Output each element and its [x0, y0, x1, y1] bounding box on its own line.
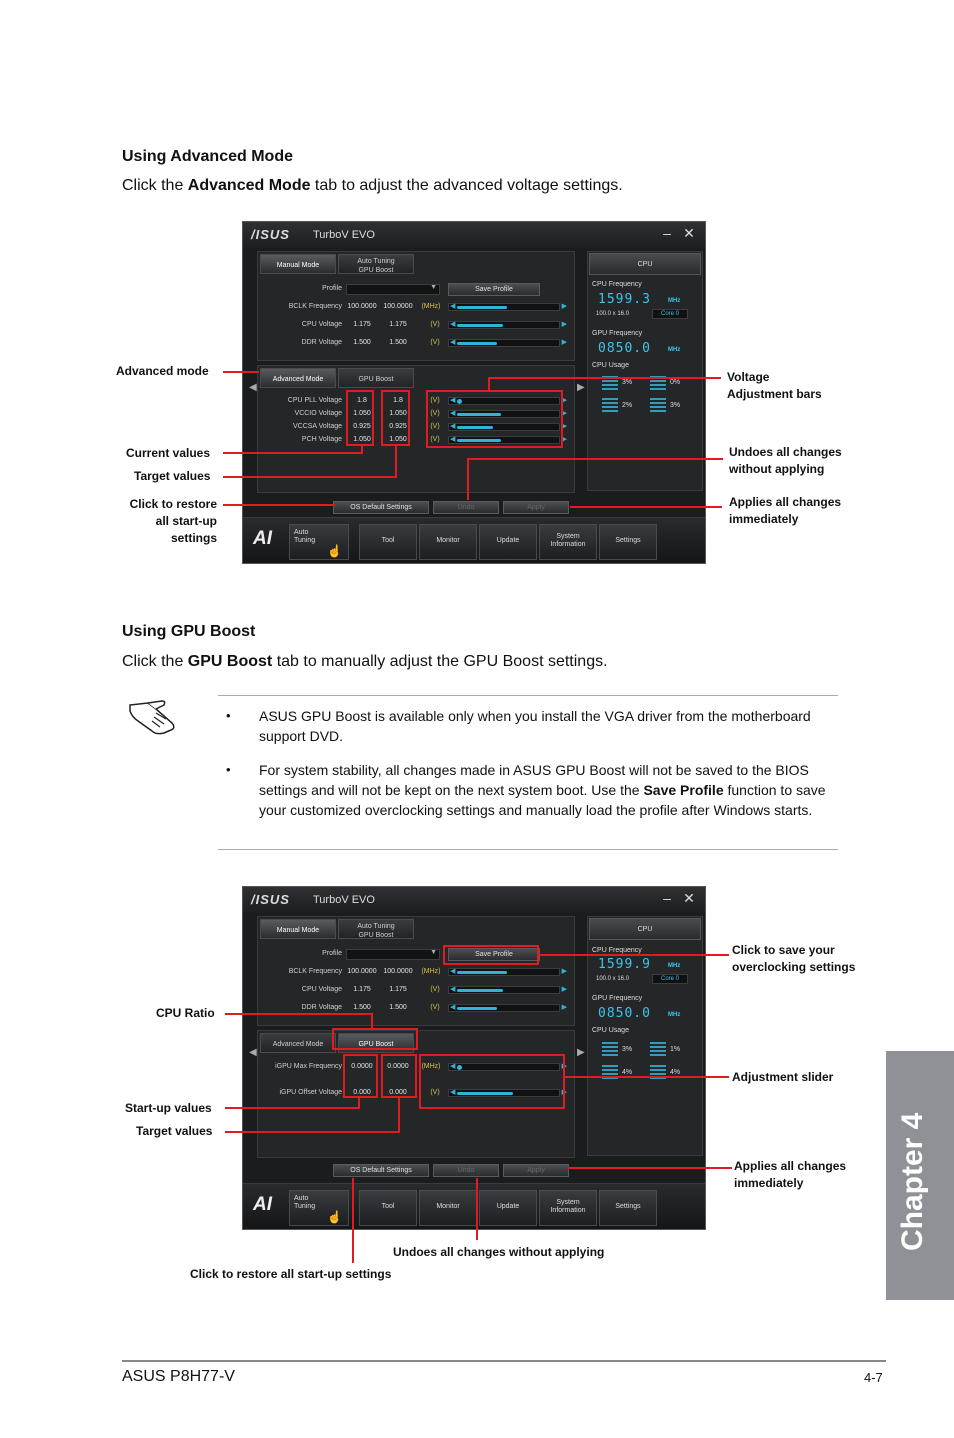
cpu-voltage-target: 1.175	[389, 986, 407, 993]
nav-tool-button[interactable]: Tool	[359, 1190, 417, 1226]
section-heading-gpu-boost: Using GPU Boost	[122, 623, 256, 640]
bclk-target: 100.0000	[383, 968, 413, 975]
nav-settings-button[interactable]: Settings	[599, 1190, 657, 1226]
usage-value: 0%	[670, 379, 681, 386]
gpu-row-target: 0.0000	[387, 1063, 409, 1070]
adv-row-slider[interactable]: ◀ ▶	[450, 397, 567, 404]
callout-line	[476, 1178, 478, 1240]
scroll-left-icon[interactable]: ◀	[249, 382, 257, 393]
bottom-navbar	[243, 1183, 705, 1229]
close-icon[interactable]: ✕	[683, 225, 695, 241]
gpu-row-slider[interactable]: ◀ ▶	[450, 1089, 567, 1096]
section-intro-advanced-mode	[122, 177, 623, 195]
ai-suite-logo: AI	[253, 528, 272, 549]
target-values-box	[381, 390, 410, 446]
bullet: •	[226, 762, 231, 777]
cpu-voltage-unit: (V)	[430, 321, 440, 328]
profile-label: Profile	[322, 285, 342, 292]
cpu-frequency-label: CPU Frequency	[592, 947, 642, 954]
cpu-voltage-slider[interactable]: ◀ ▶	[450, 986, 567, 993]
callout-save-profile: Click to save your overclocking settings	[732, 943, 856, 974]
callout-line	[467, 458, 723, 460]
cpu-voltage-unit: (V)	[430, 986, 440, 993]
gpu-frequency-label: GPU Frequency	[592, 995, 643, 1002]
note-item-1: ASUS GPU Boost is available only when you install the VGA driver from the motherboard support DVD.	[259, 708, 811, 744]
cpu-usage-label: CPU Usage	[592, 362, 629, 369]
callout-line	[570, 506, 722, 508]
bottom-navbar	[243, 517, 705, 563]
adjust-slider-box	[419, 1054, 565, 1109]
manual-mode-panel	[257, 251, 575, 361]
current-values-box	[346, 390, 374, 446]
gpu-row-current: 0.000	[353, 1089, 371, 1096]
cpu-voltage-target: 1.175	[389, 321, 407, 328]
ddr-voltage-current: 1.500	[353, 339, 371, 346]
callout-line	[225, 1013, 373, 1015]
save-profile-highlight	[443, 945, 539, 965]
gpu-boost-tab-highlight	[332, 1028, 418, 1050]
chapter-tab	[886, 1051, 954, 1300]
callout-restore: Click to restore all start-up settings	[129, 497, 217, 545]
cpu-frequency-label: CPU Frequency	[592, 281, 642, 288]
usage-value: 2%	[622, 402, 633, 409]
cpu-frequency-unit: MHz	[668, 298, 681, 304]
intro-bold: GPU Boost	[187, 653, 273, 670]
cpu-usage-label: CPU Usage	[592, 1027, 629, 1034]
save-profile-button[interactable]: Save Profile	[448, 283, 540, 296]
scroll-right-icon[interactable]: ▶	[577, 1047, 585, 1058]
callout-startup-values: Start-up values	[125, 1101, 212, 1115]
bclk-unit: (MHz)	[421, 968, 441, 975]
save-profile-button[interactable]: Save Profile	[448, 948, 540, 961]
gpu-row-label: iGPU Max Frequency	[275, 1063, 342, 1070]
tab-manual-mode[interactable]: Manual Mode	[260, 254, 336, 274]
adv-row-current: 1.050	[353, 410, 371, 417]
bclk-slider[interactable]: ◀ ▶	[450, 303, 567, 310]
nav-update-button[interactable]: Update	[479, 524, 537, 560]
bclk-label: BCLK Frequency	[288, 303, 342, 310]
intro-text: Click the	[122, 653, 188, 670]
callout-line	[352, 1178, 354, 1263]
gpu-frequency-label: GPU Frequency	[592, 330, 643, 337]
cpu-frequency-value: 1599.3	[598, 292, 651, 307]
undo-button[interactable]: Undo	[433, 1164, 499, 1177]
cpu-frequency-unit: MHz	[668, 963, 681, 969]
adv-row-slider[interactable]: ◀ ▶	[450, 410, 567, 417]
callout-advanced-mode: Advanced mode	[116, 364, 209, 378]
gpu-row-label: iGPU Offset Voltage	[279, 1089, 342, 1096]
adv-row-slider[interactable]: ◀ ▶	[450, 436, 567, 443]
ddr-voltage-slider[interactable]: ◀ ▶	[450, 1004, 567, 1011]
intro-text: tab to adjust the advanced voltage settings.	[310, 177, 623, 194]
tab-auto-tuning-gpu-boost[interactable]: Auto Tuning GPU Boost	[338, 254, 414, 274]
cpu-voltage-current: 1.175	[353, 986, 371, 993]
title-bar	[243, 222, 705, 248]
adv-row-current: 1.8	[357, 397, 367, 404]
adv-row-target: 0.925	[389, 423, 407, 430]
app-title: TurboV EVO	[313, 229, 375, 241]
section-intro-gpu-boost	[122, 653, 608, 671]
footer-rule	[122, 1360, 886, 1362]
callout-cpu-ratio: CPU Ratio	[156, 1006, 215, 1020]
usage-value: 4%	[622, 1069, 633, 1076]
adv-row-target: 1.050	[389, 410, 407, 417]
voltage-bars-box	[426, 390, 567, 448]
callout-restore-all: Click to restore all start-up settings	[190, 1267, 392, 1281]
nav-update-button[interactable]: Update	[479, 1190, 537, 1226]
nav-settings-button[interactable]: Settings	[599, 524, 657, 560]
tab-advanced-mode[interactable]: Advanced Mode	[260, 368, 336, 388]
usage-bars-icon	[602, 1042, 618, 1058]
gpu-row-unit: (V)	[430, 1089, 440, 1096]
title-bar	[243, 887, 705, 913]
profile-label: Profile	[322, 950, 342, 957]
ddr-voltage-slider[interactable]: ◀ ▶	[450, 339, 567, 346]
ddr-voltage-current: 1.500	[353, 1004, 371, 1011]
callout-line	[539, 954, 729, 956]
callout-undo: Undoes all changes without applying	[729, 445, 842, 476]
usage-value: 1%	[670, 1046, 681, 1053]
gpu-frequency-value: 0850.0	[598, 341, 651, 356]
ddr-voltage-target: 1.500	[389, 339, 407, 346]
auto-tuning-button[interactable]: Auto Tuning ☝	[289, 1190, 349, 1226]
gpu-frequency-unit: MHz	[668, 347, 681, 353]
minimize-icon[interactable]: –	[663, 890, 671, 906]
ddr-voltage-unit: (V)	[430, 339, 440, 346]
adv-row-unit: (V)	[430, 410, 440, 417]
scroll-left-icon[interactable]: ◀	[249, 1047, 257, 1058]
hand-pointer-icon: ☝	[327, 544, 342, 558]
usage-bars-icon	[650, 1065, 666, 1081]
callout-adjustment-slider: Adjustment slider	[732, 1070, 834, 1084]
adv-row-target: 1.8	[393, 397, 403, 404]
callout-line	[395, 446, 397, 478]
monitor-panel	[587, 251, 703, 491]
tab-gpu-boost[interactable]: GPU Boost	[338, 368, 414, 388]
monitor-panel	[587, 916, 703, 1156]
asus-logo: /ISUS	[251, 227, 290, 242]
adv-row-slider[interactable]: ◀ ▶	[450, 423, 567, 430]
callout-line	[361, 446, 363, 454]
ddr-voltage-label: DDR Voltage	[301, 339, 342, 346]
apply-button[interactable]: Apply	[503, 501, 569, 514]
callout-target-values: Target values	[134, 469, 211, 483]
gpu-row-target: 0.000	[389, 1089, 407, 1096]
hand-pointer-icon: ☝	[327, 1210, 342, 1224]
gpu-frequency-unit: MHz	[668, 1012, 681, 1018]
callout-current-values: Current values	[126, 446, 211, 460]
bclk-current: 100.0000	[347, 303, 377, 310]
footer-page-number: 4-7	[864, 1370, 883, 1385]
callout-line	[398, 1098, 400, 1133]
usage-bars-icon	[650, 1042, 666, 1058]
intro-text: Click the	[122, 177, 188, 194]
cpu-voltage-label: CPU Voltage	[301, 321, 342, 328]
undo-button[interactable]: Undo	[433, 501, 499, 514]
nav-monitor-button[interactable]: Monitor	[419, 1190, 477, 1226]
tab-manual-mode[interactable]: Manual Mode	[260, 919, 336, 939]
usage-value: 4%	[670, 1069, 681, 1076]
callout-voltage-bars: Voltage Adjustment bars	[727, 370, 822, 401]
close-icon[interactable]: ✕	[683, 890, 695, 906]
bullet: •	[226, 708, 231, 723]
os-default-settings-button[interactable]: OS Default Settings	[333, 1164, 429, 1177]
profile-select[interactable]	[346, 284, 440, 295]
adv-row-current: 1.050	[353, 436, 371, 443]
footer-model: ASUS P8H77-V	[122, 1368, 235, 1385]
usage-value: 3%	[622, 379, 633, 386]
cpu-frequency-value: 1599.9	[598, 957, 651, 972]
gpu-frequency-value: 0850.0	[598, 1006, 651, 1021]
note-bottom-rule	[218, 849, 838, 850]
nav-system-information-button[interactable]: System Information	[539, 524, 597, 560]
startup-values-box	[343, 1054, 378, 1098]
nav-system-information-button[interactable]: System Information	[539, 1190, 597, 1226]
gpu-row-slider[interactable]: ◀ ▶	[450, 1063, 567, 1070]
usage-value: 3%	[622, 1046, 633, 1053]
adv-row-label: CPU PLL Voltage	[287, 397, 342, 404]
callout-line	[358, 1098, 360, 1109]
note-top-rule	[218, 695, 838, 696]
usage-bars-icon	[602, 398, 618, 414]
chevron-down-icon: ▼	[430, 949, 437, 956]
adv-row-unit: (V)	[430, 436, 440, 443]
callout-line	[223, 371, 259, 373]
tab-advanced-mode[interactable]: Advanced Mode	[260, 1033, 336, 1053]
profile-select[interactable]	[346, 949, 440, 960]
callout-line	[223, 452, 363, 454]
chevron-down-icon: ▼	[430, 284, 437, 291]
auto-tuning-button[interactable]: Auto Tuning ☝	[289, 524, 349, 560]
manual-mode-panel	[257, 916, 575, 1026]
adv-row-current: 0.925	[353, 423, 371, 430]
os-default-settings-button[interactable]: OS Default Settings	[333, 501, 429, 514]
cpu-ratio-text: 100.0 x 16.0	[596, 976, 630, 982]
ddr-voltage-target: 1.500	[389, 1004, 407, 1011]
adv-row-unit: (V)	[430, 397, 440, 404]
callout-line	[488, 377, 490, 391]
bclk-label: BCLK Frequency	[288, 968, 342, 975]
callout-apply: Applies all changes immediately	[729, 495, 842, 526]
adv-row-target: 1.050	[389, 436, 407, 443]
bclk-slider[interactable]: ◀ ▶	[450, 968, 567, 975]
chapter-label: Chapter 4	[896, 1112, 929, 1251]
minimize-icon[interactable]: –	[663, 225, 671, 241]
note-hand-icon	[126, 697, 178, 737]
callout-line	[565, 1076, 729, 1078]
cpu-header[interactable]: CPU	[589, 918, 701, 940]
adv-row-label: VCCIO Voltage	[294, 410, 342, 417]
callout-target-values: Target values	[136, 1124, 213, 1138]
asus-logo: /ISUS	[251, 892, 290, 907]
adv-row-label: VCCSA Voltage	[292, 423, 342, 430]
scroll-right-icon[interactable]: ▶	[577, 382, 585, 393]
usage-bars-icon	[650, 398, 666, 414]
core-select[interactable]: Core 0	[652, 309, 688, 319]
gpu-row-unit: (MHz)	[421, 1063, 441, 1070]
callout-line	[488, 377, 721, 379]
cpu-ratio-text: 100.0 x 16.0	[596, 311, 630, 317]
callout-line	[223, 476, 397, 478]
intro-bold: Advanced Mode	[187, 177, 311, 194]
intro-text: tab to manually adjust the GPU Boost settings.	[272, 653, 608, 670]
cpu-voltage-label: CPU Voltage	[301, 986, 342, 993]
note-item-2: For system stability, all changes made in ASUS GPU Boost will not be saved to the BIOS settings and will not be kept on the next system boot. Use the Save Profile function to save your customized overclocking settings and manually load the profile after Windows starts.	[259, 762, 826, 818]
callout-undo-all: Undoes all changes without applying	[393, 1245, 605, 1259]
callout-apply: Applies all changes immediately	[734, 1159, 847, 1190]
cpu-voltage-current: 1.175	[353, 321, 371, 328]
bclk-current: 100.0000	[347, 968, 377, 975]
ddr-voltage-label: DDR Voltage	[301, 1004, 342, 1011]
cpu-voltage-slider[interactable]: ◀ ▶	[450, 321, 567, 328]
nav-monitor-button[interactable]: Monitor	[419, 524, 477, 560]
app-title: TurboV EVO	[313, 894, 375, 906]
callout-line	[467, 458, 469, 500]
callout-line	[225, 1131, 400, 1133]
usage-bars-icon	[602, 1065, 618, 1081]
section-heading-advanced-mode: Using Advanced Mode	[122, 148, 293, 165]
target-values-box	[381, 1054, 417, 1098]
tab-gpu-boost[interactable]: GPU Boost	[338, 1033, 414, 1053]
ai-suite-logo: AI	[253, 1194, 272, 1215]
callout-line	[223, 504, 335, 506]
callout-line	[225, 1107, 360, 1109]
core-select[interactable]: Core 0	[652, 974, 688, 984]
cpu-header[interactable]: CPU	[589, 253, 701, 275]
adv-row-label: PCH Voltage	[301, 436, 342, 443]
nav-tool-button[interactable]: Tool	[359, 524, 417, 560]
usage-value: 3%	[670, 402, 681, 409]
callout-line	[371, 1013, 373, 1029]
ddr-voltage-unit: (V)	[430, 1004, 440, 1011]
tab-auto-tuning-gpu-boost[interactable]: Auto Tuning GPU Boost	[338, 919, 414, 939]
gpu-row-current: 0.0000	[351, 1063, 373, 1070]
bclk-unit: (MHz)	[421, 303, 441, 310]
adv-row-unit: (V)	[430, 423, 440, 430]
bclk-target: 100.0000	[383, 303, 413, 310]
apply-button[interactable]: Apply	[503, 1164, 569, 1177]
callout-line	[568, 1167, 732, 1169]
